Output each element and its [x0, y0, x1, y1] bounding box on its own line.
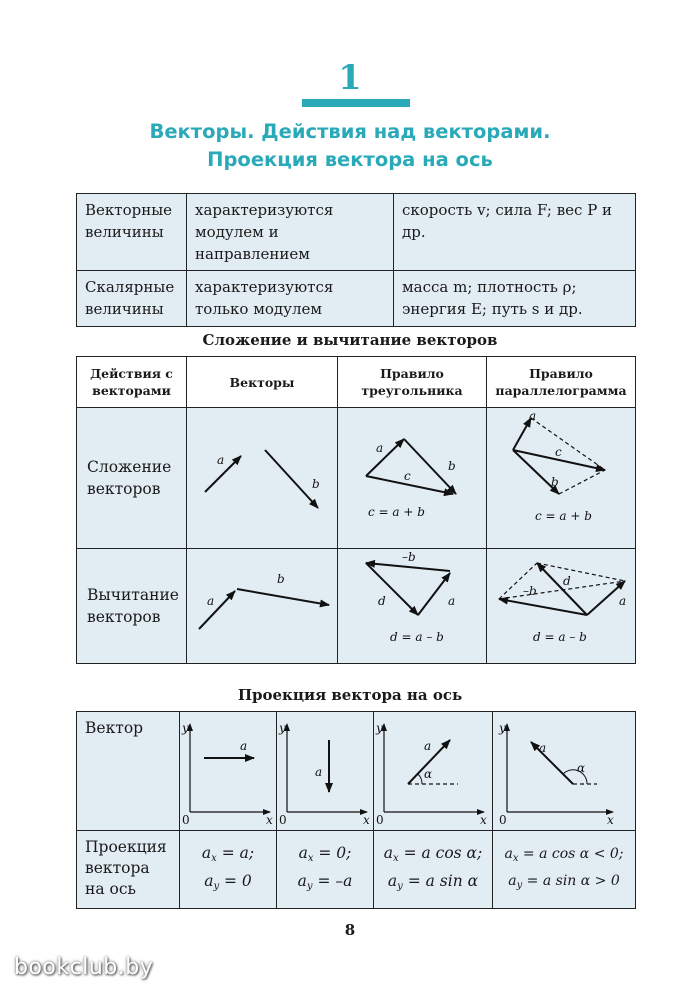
- row-label-addition: Сложение векторов: [77, 408, 187, 549]
- label-b: b: [312, 477, 320, 491]
- triangle-sum-formula: c = a + b: [368, 505, 425, 519]
- addition-vectors-diagram: [187, 408, 337, 548]
- addition-vectors-cell: [187, 408, 338, 549]
- section-title-projection: Проекция вектора на ось: [237, 686, 463, 704]
- label-b: b: [277, 572, 285, 586]
- section-title-operations: Сложение и вычитание векторов: [202, 331, 498, 349]
- subtraction-triangle-diagram: [338, 549, 486, 663]
- projection-diagram-4: [493, 712, 623, 830]
- projection-cell-3: [374, 712, 493, 831]
- projection-formula-4: $a_x = a$ cos α < 0; $a_y = a$ sin α > 0: [493, 831, 636, 909]
- label-a: a: [207, 594, 215, 608]
- origin-label: 0: [279, 813, 287, 827]
- label-a: a: [424, 739, 432, 753]
- axis-x-label: x: [266, 813, 273, 827]
- label-a: a: [448, 594, 456, 608]
- table-row: [77, 831, 636, 909]
- label-a: a: [376, 441, 384, 455]
- subtraction-vectors-cell: [187, 549, 338, 664]
- parallelogram-sum-formula: c = a + b: [535, 509, 592, 523]
- table-row: [77, 712, 636, 831]
- chapter-underline: [302, 99, 410, 107]
- addition-parallelogram-cell: [487, 408, 636, 549]
- operations-table: [76, 356, 636, 664]
- projection-formula-2: $a_x = 0$; $a_y = -a$: [277, 831, 374, 909]
- projection-formula-3: $a_x = a$ cos α; $a_y = a$ sin α: [374, 831, 493, 909]
- axis-x-label: x: [480, 813, 487, 827]
- chapter-number: 1: [338, 58, 362, 98]
- axis-y-label: y: [499, 721, 506, 735]
- subtraction-parallelogram-diagram: [487, 549, 635, 663]
- axis-y-label: y: [182, 721, 189, 735]
- origin-label: 0: [182, 813, 190, 827]
- table-row: [77, 549, 636, 664]
- label-a: a: [315, 765, 323, 779]
- label-minus-b: –b: [402, 550, 416, 564]
- row-label-projection: Проекция вектора на ось: [77, 831, 180, 909]
- table-row: [77, 408, 636, 549]
- label-d: d: [563, 574, 571, 588]
- origin-label: 0: [376, 813, 384, 827]
- quantity-name: Векторные величины: [77, 194, 187, 271]
- addition-triangle-diagram: [338, 408, 486, 548]
- axis-y-label: y: [279, 721, 286, 735]
- label-a: a: [529, 409, 537, 423]
- label-a: a: [619, 594, 627, 608]
- header-triangle: Правило треугольника: [338, 357, 487, 408]
- table-row: [77, 271, 636, 327]
- header-vectors: Векторы: [187, 357, 338, 408]
- table-row: [77, 194, 636, 271]
- chapter-title-line1: Векторы. Действия над векторами.: [149, 120, 551, 143]
- label-c: c: [404, 469, 411, 483]
- projection-diagram-1: [180, 712, 276, 830]
- header-actions: Действия с векторами: [77, 357, 187, 408]
- projection-formula-1: $a_x = a$; $a_y = 0$: [180, 831, 277, 909]
- chapter-title: [0, 118, 700, 174]
- label-a: a: [217, 453, 225, 467]
- angle-label: α: [577, 761, 586, 775]
- subtraction-parallelogram-cell: [487, 549, 636, 664]
- projection-cell-4: [493, 712, 636, 831]
- quantity-desc: характеризуются модулем и направлением: [187, 194, 394, 271]
- quantities-table: [76, 193, 636, 327]
- chapter-title-line2: Проекция вектора на ось: [207, 148, 493, 171]
- axis-x-label: x: [363, 813, 370, 827]
- row-label-subtraction: Вычитание векторов: [77, 549, 187, 664]
- quantity-desc: характеризуются только модулем: [187, 271, 394, 327]
- row-label-vector: Вектор: [77, 712, 180, 831]
- table-header-row: [77, 357, 636, 408]
- label-b: b: [448, 459, 456, 473]
- projection-cell-2: [277, 712, 374, 831]
- angle-label: α: [424, 767, 433, 781]
- addition-parallelogram-diagram: [487, 408, 635, 548]
- page-number: 8: [344, 921, 356, 939]
- watermark: bookclub.by: [14, 955, 154, 980]
- addition-triangle-cell: [338, 408, 487, 549]
- projection-diagram-3: [374, 712, 492, 830]
- label-minus-b: –b: [523, 584, 537, 598]
- axis-x-label: x: [607, 813, 614, 827]
- label-a: a: [240, 739, 248, 753]
- subtraction-triangle-cell: [338, 549, 487, 664]
- label-d: d: [378, 594, 386, 608]
- origin-label: 0: [499, 813, 507, 827]
- parallelogram-diff-formula: d = a – b: [533, 630, 587, 644]
- projection-diagram-2: [277, 712, 373, 830]
- projection-table: [76, 711, 636, 909]
- subtraction-vectors-diagram: [187, 549, 337, 663]
- triangle-diff-formula: d = a – b: [390, 630, 444, 644]
- label-c: c: [555, 445, 562, 459]
- label-b: b: [551, 475, 559, 489]
- quantity-examples: скорость v; сила F; вес P и др.: [394, 194, 636, 271]
- projection-cell-1: [180, 712, 277, 831]
- header-parallelogram: Правило параллелограмма: [487, 357, 636, 408]
- quantity-name: Скалярные величины: [77, 271, 187, 327]
- quantity-examples: масса m; плотность ρ; энергия E; путь s и др.: [394, 271, 636, 327]
- label-a: a: [539, 741, 547, 755]
- axis-y-label: y: [376, 721, 383, 735]
